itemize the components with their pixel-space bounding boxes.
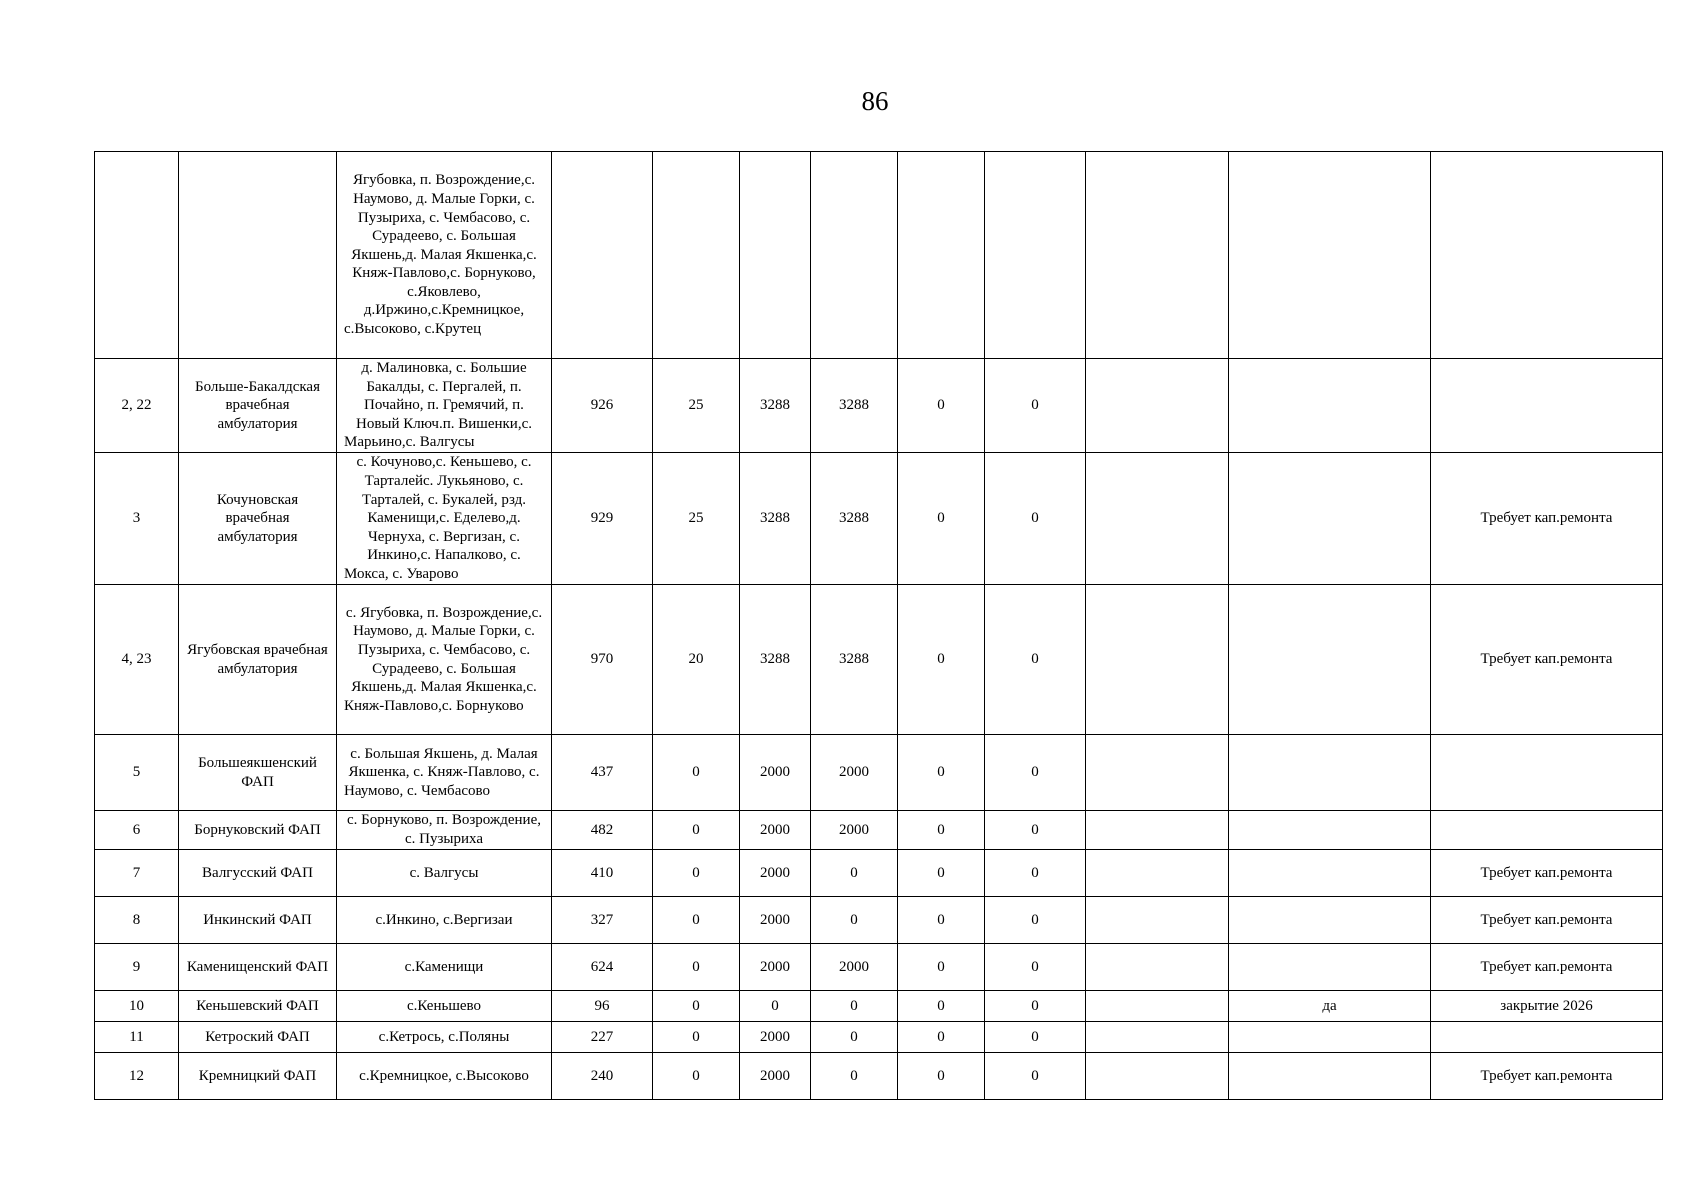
population-cell: 624	[552, 944, 653, 991]
population-cell: 437	[552, 735, 653, 811]
value-cell: 0	[985, 585, 1086, 735]
served-villages-cell: с. Борнуково, п. Возрождение, с. Пузыриха	[337, 811, 552, 850]
value-cell: 3288	[811, 585, 898, 735]
note-cell	[1431, 735, 1663, 811]
value-cell: 0	[653, 991, 740, 1022]
value-cell: 0	[985, 850, 1086, 897]
row-number-cell: 4, 23	[95, 585, 179, 735]
value-cell	[1086, 1053, 1229, 1100]
value-cell: 0	[898, 585, 985, 735]
value-cell	[1086, 850, 1229, 897]
row-number-cell: 2, 22	[95, 359, 179, 453]
value-cell: 0	[985, 1053, 1086, 1100]
facility-name-cell: Каменищенский ФАП	[179, 944, 337, 991]
value-cell	[1086, 359, 1229, 453]
value-cell: 0	[985, 453, 1086, 585]
value-cell	[1229, 359, 1431, 453]
value-cell: 2000	[811, 944, 898, 991]
value-cell: 0	[653, 811, 740, 850]
value-cell: 2000	[740, 897, 811, 944]
facility-name-cell: Кремницкий ФАП	[179, 1053, 337, 1100]
value-cell	[1086, 585, 1229, 735]
value-cell	[1229, 453, 1431, 585]
value-cell: 0	[985, 811, 1086, 850]
facility-name-cell: Валгусский ФАП	[179, 850, 337, 897]
note-cell: Требует кап.ремонта	[1431, 897, 1663, 944]
facility-name-cell	[179, 152, 337, 359]
value-cell: 0	[653, 850, 740, 897]
value-cell	[1086, 453, 1229, 585]
value-cell: 0	[811, 991, 898, 1022]
value-cell	[1229, 735, 1431, 811]
value-cell: 2000	[740, 735, 811, 811]
value-cell	[1086, 991, 1229, 1022]
row-number-cell: 8	[95, 897, 179, 944]
value-cell: 0	[653, 944, 740, 991]
population-cell: 926	[552, 359, 653, 453]
facility-name-cell: Кетроский ФАП	[179, 1022, 337, 1053]
value-cell: 0	[898, 850, 985, 897]
facilities-table	[94, 151, 1663, 1100]
note-cell: Требует кап.ремонта	[1431, 453, 1663, 585]
row-number-cell: 11	[95, 1022, 179, 1053]
value-cell	[1086, 897, 1229, 944]
served-villages-cell: с.Кеньшево	[337, 991, 552, 1022]
value-cell: 0	[985, 735, 1086, 811]
note-cell: Требует кап.ремонта	[1431, 1053, 1663, 1100]
value-cell: 0	[898, 1053, 985, 1100]
value-cell: 3288	[740, 453, 811, 585]
row-number-cell: 5	[95, 735, 179, 811]
value-cell	[985, 152, 1086, 359]
table-row	[95, 1053, 1663, 1100]
table-row	[95, 991, 1663, 1022]
value-cell	[811, 152, 898, 359]
served-villages-cell: с. Ягубовка, п. Возрождение,с. Наумово, д. Малые Горки, с. Пузыриха, с. Чембасово, с. Сурадеево, с. Большая Якшень,д. Малая Якшенка,с. Княж-Павлово,с. Борнуково	[337, 585, 552, 735]
served-villages-cell: с. Валгусы	[337, 850, 552, 897]
value-cell: 25	[653, 453, 740, 585]
value-cell: 0	[811, 1022, 898, 1053]
served-villages-cell: с.Инкино, с.Вергизаи	[337, 897, 552, 944]
row-number-cell: 9	[95, 944, 179, 991]
value-cell	[1229, 897, 1431, 944]
value-cell	[1229, 944, 1431, 991]
value-cell: 0	[653, 1053, 740, 1100]
note-cell: Требует кап.ремонта	[1431, 585, 1663, 735]
table-row	[95, 735, 1663, 811]
value-cell	[653, 152, 740, 359]
value-cell: 20	[653, 585, 740, 735]
value-cell	[898, 152, 985, 359]
value-cell	[1229, 811, 1431, 850]
value-cell: 0	[740, 991, 811, 1022]
value-cell: 0	[811, 850, 898, 897]
served-villages-cell: с.Кетрось, с.Поляны	[337, 1022, 552, 1053]
value-cell	[1086, 1022, 1229, 1053]
served-villages-cell: с. Кочуново,с. Кеньшево, с. Тарталейс. Лукьяново, с. Тарталей, с. Букалей, рзд. Каменищи,с. Еделево,д. Чернуха, с. Вергизан, с. Инкино,с. Напалково, с. Мокса, с. Уварово	[337, 453, 552, 585]
value-cell: 2000	[740, 944, 811, 991]
table-row	[95, 811, 1663, 850]
value-cell: да	[1229, 991, 1431, 1022]
population-cell: 327	[552, 897, 653, 944]
facility-name-cell: Кеньшевский ФАП	[179, 991, 337, 1022]
value-cell	[1229, 1022, 1431, 1053]
value-cell: 0	[898, 811, 985, 850]
value-cell: 2000	[740, 850, 811, 897]
page-number: 86	[861, 86, 889, 116]
value-cell: 0	[985, 1022, 1086, 1053]
served-villages-cell: Ягубовка, п. Возрождение,с. Наумово, д. Малые Горки, с. Пузыриха, с. Чембасово, с. Сурадеево, с. Большая Якшень,д. Малая Якшенка,с. Княж-Павлово,с. Борнуково, с.Яковлево, д.Иржино,с.Кремницкое, с.Высоково, с.Крутец	[337, 152, 552, 359]
value-cell: 25	[653, 359, 740, 453]
value-cell	[1086, 152, 1229, 359]
table-row	[95, 152, 1663, 359]
value-cell	[1229, 585, 1431, 735]
value-cell: 0	[985, 897, 1086, 944]
value-cell: 0	[653, 1022, 740, 1053]
note-cell: закрытие 2026	[1431, 991, 1663, 1022]
population-cell: 482	[552, 811, 653, 850]
value-cell: 0	[898, 991, 985, 1022]
population-cell: 929	[552, 453, 653, 585]
table-row	[95, 585, 1663, 735]
note-cell	[1431, 359, 1663, 453]
facility-name-cell: Кочуновская врачебная амбулатория	[179, 453, 337, 585]
value-cell	[1086, 811, 1229, 850]
facility-name-cell: Ягубовская врачебная амбулатория	[179, 585, 337, 735]
value-cell	[1229, 850, 1431, 897]
population-cell: 227	[552, 1022, 653, 1053]
facility-name-cell: Большеякшенский ФАП	[179, 735, 337, 811]
row-number-cell: 7	[95, 850, 179, 897]
population-cell: 410	[552, 850, 653, 897]
value-cell: 0	[898, 897, 985, 944]
population-cell: 96	[552, 991, 653, 1022]
row-number-cell	[95, 152, 179, 359]
value-cell: 0	[898, 1022, 985, 1053]
served-villages-cell: с.Кремницкое, с.Высоково	[337, 1053, 552, 1100]
value-cell: 0	[653, 735, 740, 811]
value-cell: 0	[898, 453, 985, 585]
value-cell	[740, 152, 811, 359]
table-row	[95, 944, 1663, 991]
value-cell	[1086, 944, 1229, 991]
value-cell	[1086, 735, 1229, 811]
note-cell: Требует кап.ремонта	[1431, 850, 1663, 897]
table-row	[95, 897, 1663, 944]
row-number-cell: 6	[95, 811, 179, 850]
facility-name-cell: Инкинский ФАП	[179, 897, 337, 944]
value-cell: 2000	[811, 735, 898, 811]
value-cell: 2000	[740, 1022, 811, 1053]
value-cell: 3288	[740, 585, 811, 735]
population-cell	[552, 152, 653, 359]
value-cell: 0	[811, 897, 898, 944]
note-cell	[1431, 811, 1663, 850]
value-cell: 3288	[740, 359, 811, 453]
population-cell: 240	[552, 1053, 653, 1100]
note-cell	[1431, 152, 1663, 359]
facility-name-cell: Больше-Бакалдская врачебная амбулатория	[179, 359, 337, 453]
row-number-cell: 3	[95, 453, 179, 585]
value-cell: 0	[653, 897, 740, 944]
value-cell: 0	[811, 1053, 898, 1100]
value-cell: 2000	[740, 1053, 811, 1100]
value-cell	[1229, 152, 1431, 359]
row-number-cell: 12	[95, 1053, 179, 1100]
value-cell	[1229, 1053, 1431, 1100]
row-number-cell: 10	[95, 991, 179, 1022]
value-cell: 3288	[811, 453, 898, 585]
value-cell: 0	[985, 991, 1086, 1022]
value-cell: 3288	[811, 359, 898, 453]
note-cell: Требует кап.ремонта	[1431, 944, 1663, 991]
table-row	[95, 850, 1663, 897]
note-cell	[1431, 1022, 1663, 1053]
served-villages-cell: с. Большая Якшень, д. Малая Якшенка, с. Княж-Павлово, с. Наумово, с. Чембасово	[337, 735, 552, 811]
population-cell: 970	[552, 585, 653, 735]
value-cell: 0	[898, 944, 985, 991]
value-cell: 2000	[811, 811, 898, 850]
value-cell: 0	[985, 359, 1086, 453]
table-row	[95, 359, 1663, 453]
value-cell: 2000	[740, 811, 811, 850]
value-cell: 0	[985, 944, 1086, 991]
table-row	[95, 1022, 1663, 1053]
value-cell: 0	[898, 735, 985, 811]
served-villages-cell: с.Каменищи	[337, 944, 552, 991]
served-villages-cell: д. Малиновка, с. Большие Бакалды, с. Пергалей, п. Почайно, п. Гремячий, п. Новый Ключ.п. Вишенки,с. Марьино,с. Валгусы	[337, 359, 552, 453]
value-cell: 0	[898, 359, 985, 453]
table-row	[95, 453, 1663, 585]
facility-name-cell: Борнуковский ФАП	[179, 811, 337, 850]
